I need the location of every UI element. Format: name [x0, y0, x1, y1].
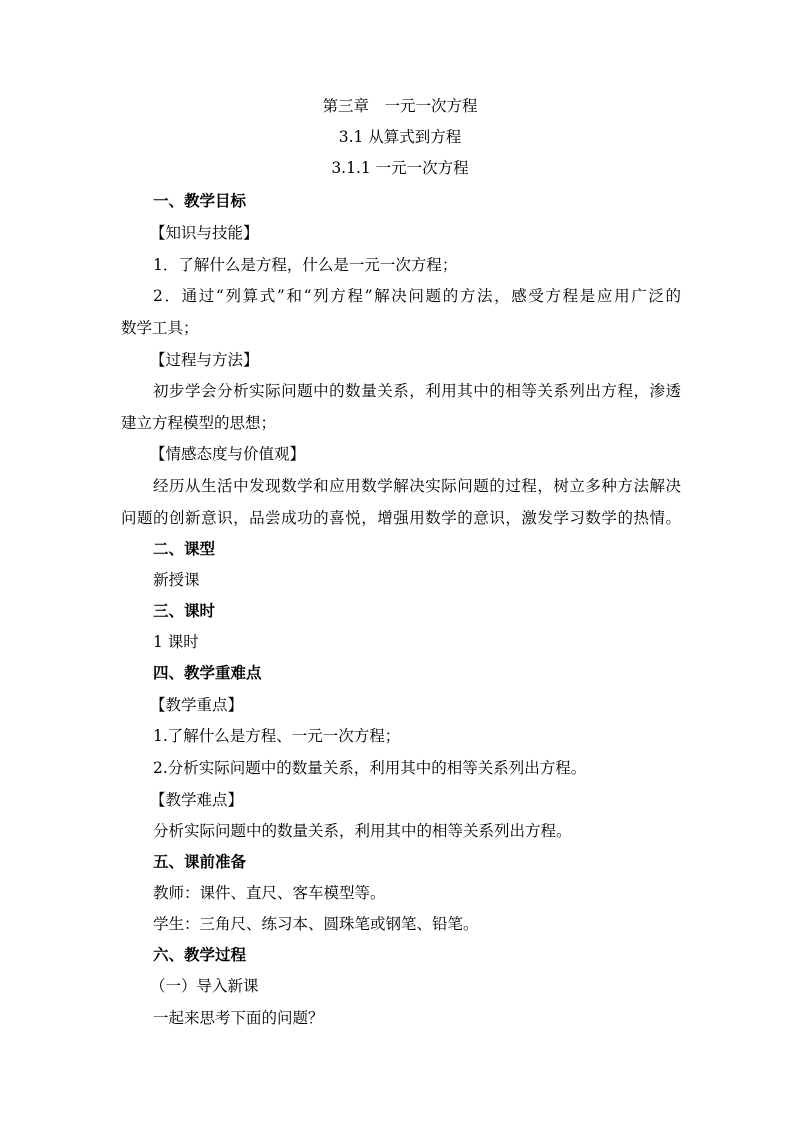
label-knowledge: 【知识与技能】	[150, 224, 259, 242]
knowledge-item-1: 1．了解什么是方程，什么是一元一次方程；	[153, 256, 458, 274]
difficult-item-1: 分析实际问题中的数量关系，利用其中的相等关系列出方程。	[153, 822, 572, 840]
emotion-text-cont: 问题的创新意识，品尝成功的喜悦，增强用数学的意识，激发学习数学的热情。	[121, 509, 681, 527]
section-title: 3.1 从算式到方程	[338, 128, 462, 146]
label-process-method: 【过程与方法】	[150, 351, 259, 369]
preparation-teacher: 教师：课件、直尺、客车模型等。	[153, 884, 386, 902]
heading-key-points: 四、教学重难点	[153, 664, 262, 682]
lesson-type-value: 新授课	[153, 571, 200, 589]
knowledge-item-2-cont: 数学工具；	[121, 319, 199, 337]
label-emotion: 【情感态度与价值观】	[150, 445, 306, 463]
heading-hours: 三、课时	[153, 602, 216, 620]
key-item-2: 2.分析实际问题中的数量关系，利用其中的相等关系列出方程。	[153, 759, 587, 777]
heading-process: 六、教学过程	[153, 946, 247, 964]
knowledge-item-2: 2．通过“列算式”和“列方程”解决问题的方法，感受方程是应用广泛的	[153, 287, 681, 305]
label-key: 【教学重点】	[150, 696, 244, 714]
key-item-1: 1.了解什么是方程、一元一次方程；	[153, 727, 401, 745]
process-intro: （一）导入新课	[150, 977, 259, 995]
subsection-title: 3.1.1 一元一次方程	[331, 159, 469, 177]
heading-preparation: 五、课前准备	[153, 853, 247, 871]
process-text-cont: 建立方程模型的思想；	[121, 414, 277, 432]
process-prompt: 一起来思考下面的问题？	[153, 1009, 324, 1027]
label-difficult: 【教学难点】	[150, 791, 244, 809]
process-text: 初步学会分析实际问题中的数量关系，利用其中的相等关系列出方程，渗透	[153, 382, 681, 400]
preparation-student: 学生：三角尺、练习本、圆珠笔或钢笔、铅笔。	[153, 915, 479, 933]
heading-objectives: 一、教学目标	[153, 192, 247, 210]
emotion-text: 经历从生活中发现数学和应用数学解决实际问题的过程，树立多种方法解决	[153, 477, 681, 495]
chapter-title: 第三章 一元一次方程	[322, 97, 478, 115]
heading-lesson-type: 二、课型	[153, 540, 216, 558]
hours-value: 1 课时	[153, 633, 199, 651]
